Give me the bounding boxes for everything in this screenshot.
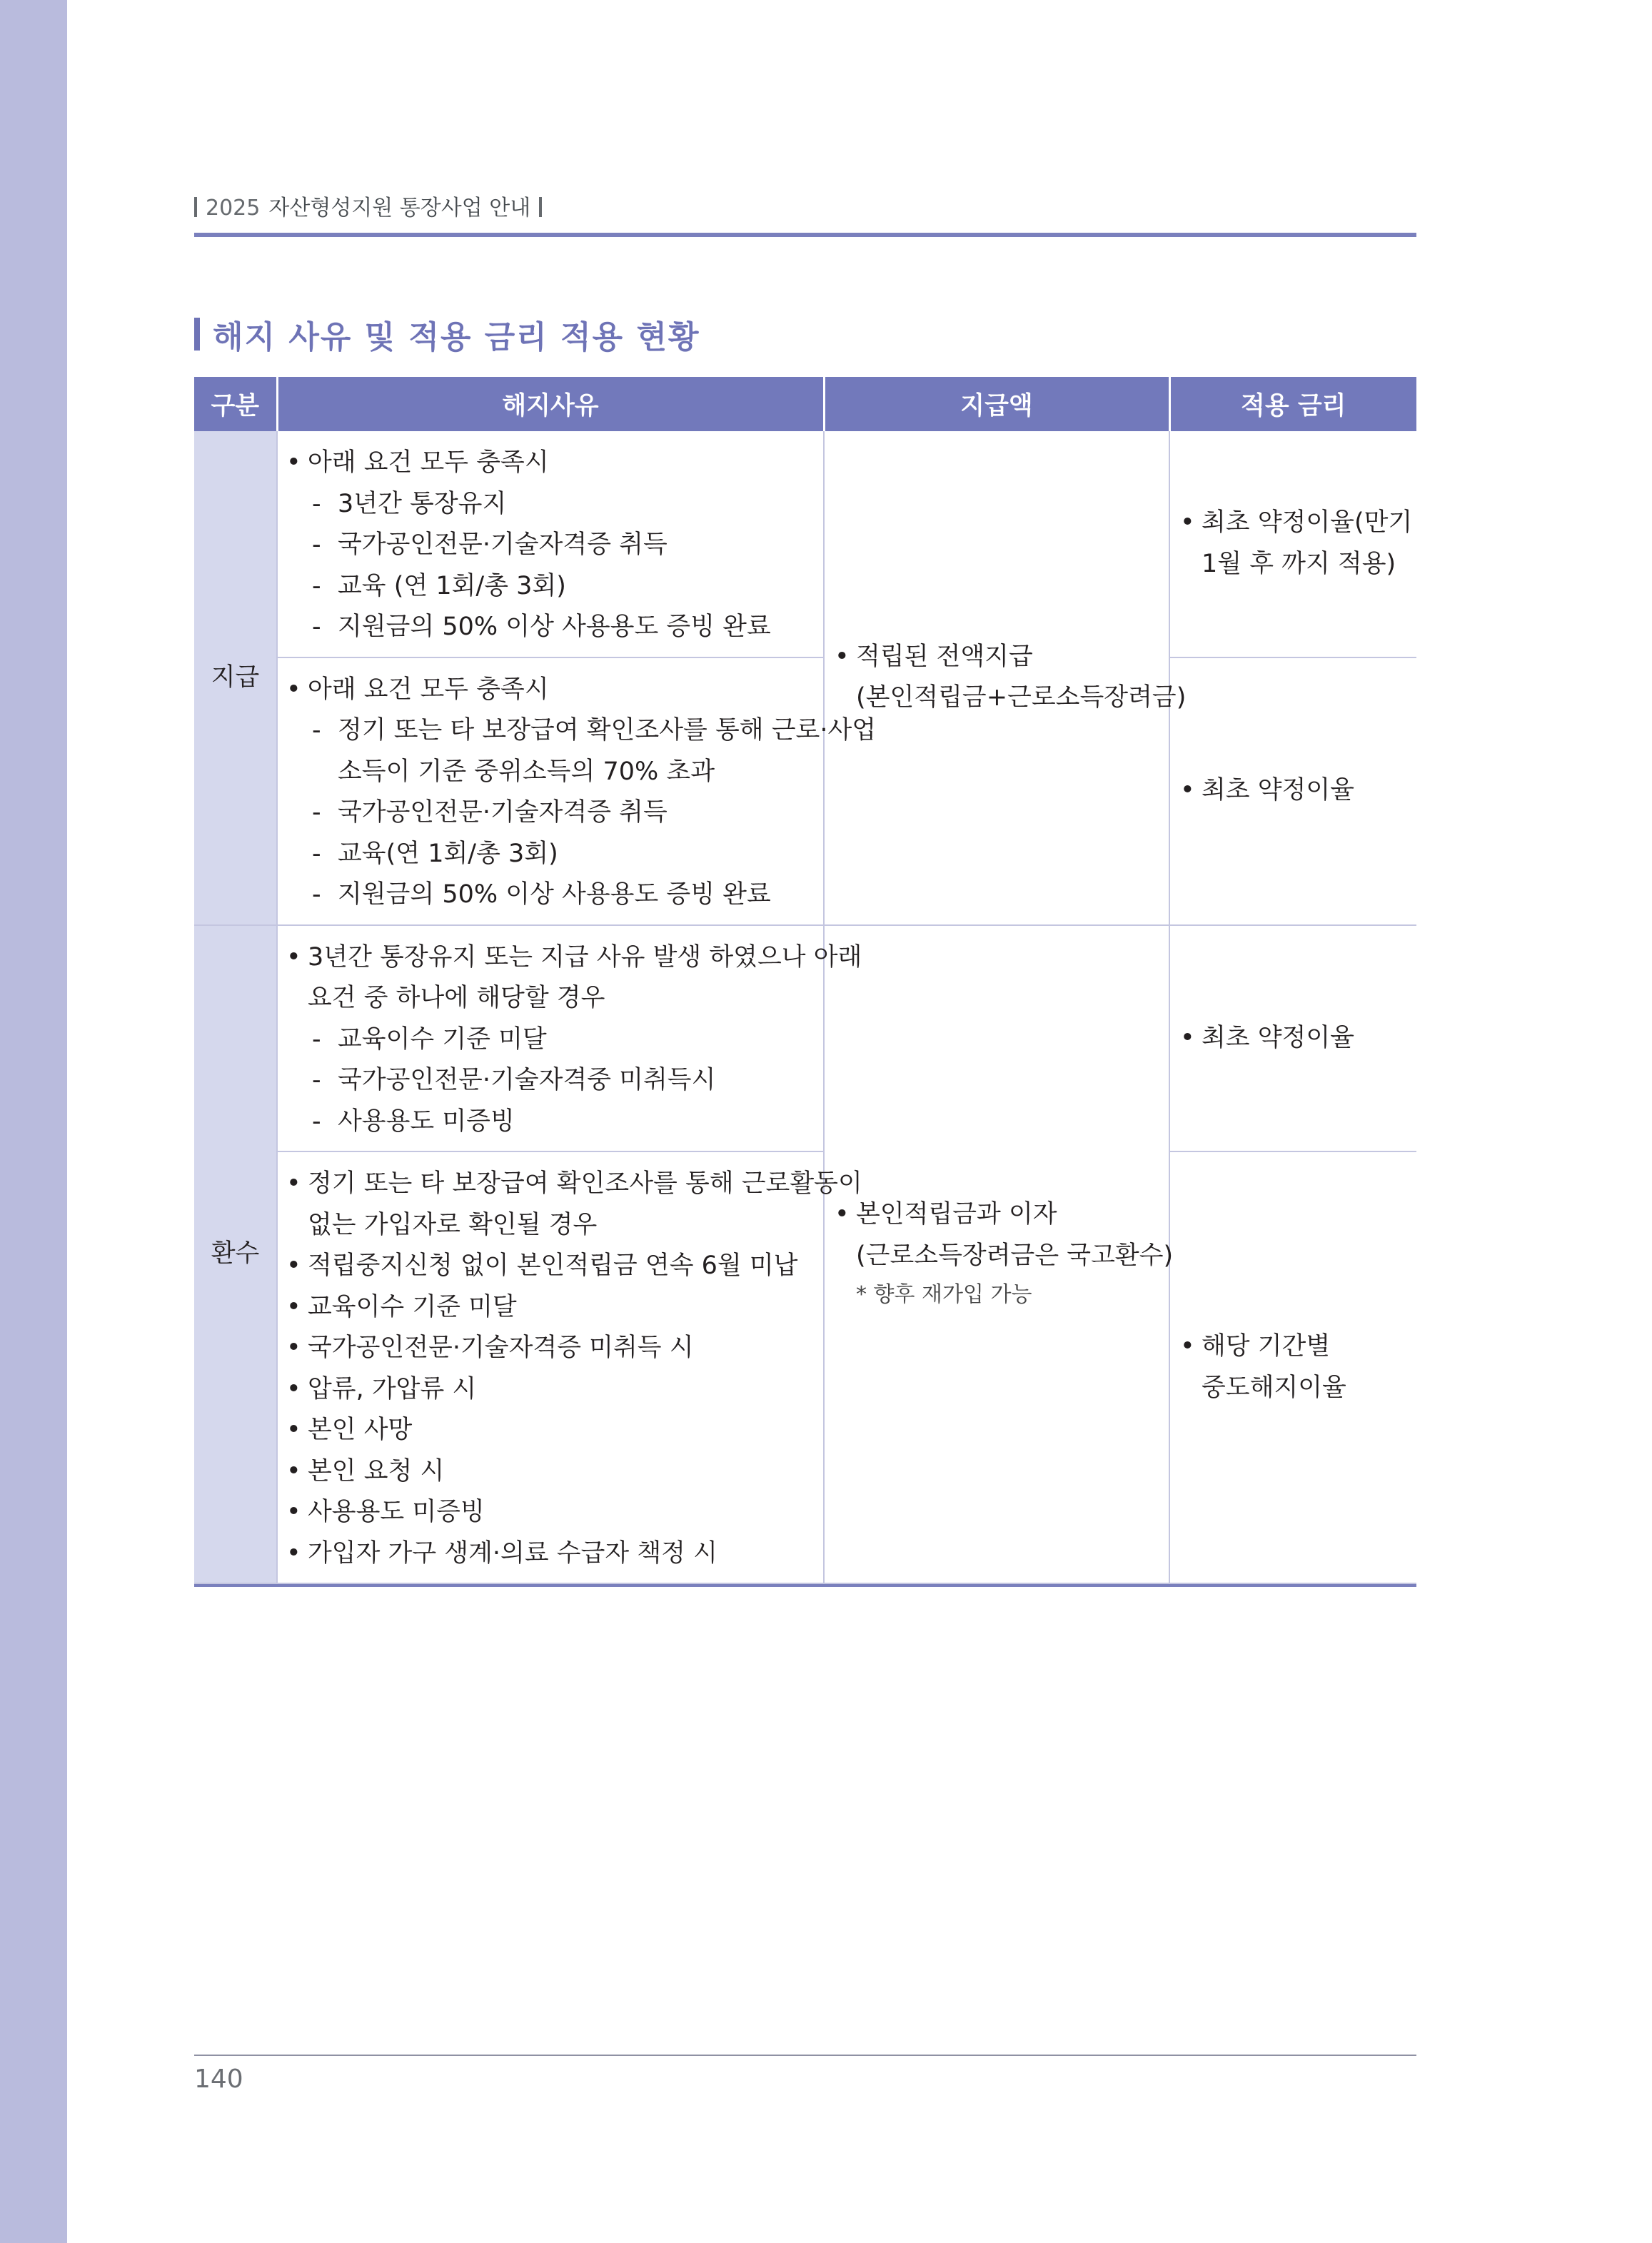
reason-dash: - 사용용도 미증빙 [286,1102,817,1143]
amount-bullet: • 적립된 전액지급 [835,637,1162,678]
reason-bullet: • 3년간 통장유지 또는 지급 사유 발생 하였으나 아래 [286,937,817,979]
reason-bullet: • 가입자 가구 생계·의료 수급자 책정 시 [286,1533,817,1575]
rate-bullet: • 최초 약정이율(만기 [1180,503,1411,544]
reason-dash: - 지원금의 50% 이상 사용용도 증빙 완료 [286,874,817,916]
reason-dash: - 지원금의 50% 이상 사용용도 증빙 완료 [286,607,817,648]
category-cell: 지급 [194,431,277,925]
side-color-band [0,0,67,2243]
reason-cell [277,1151,862,1583]
reason-dash: - 국가공인전문·기술자격중 미취득시 [286,1060,817,1102]
amount-detail: (근로소득장려금은 국고환수) [856,1241,1174,1270]
reason-dash: - 교육 (연 1회/총 3회) [286,566,817,608]
reason-bullet: • 본인 사망 [286,1410,817,1451]
column-header: 해지사유 [277,377,824,431]
header-divider-bar [539,197,542,217]
column-header: 구분 [194,377,277,431]
amount-cell [824,431,1187,925]
section-heading [194,314,700,354]
page-number: 140 [194,2065,243,2094]
reason-bullet-continued: 요건 중 하나에 해당할 경우 [308,984,605,1012]
reason-bullet: • 국가공인전문·기술자격증 미취득 시 [286,1328,817,1369]
rate-bullet: • 최초 약정이율 [1180,1018,1411,1059]
column-header: 지급액 [824,377,1169,431]
table-row [194,431,1416,657]
reason-bullet-continued: 없는 가입자로 확인될 경우 [308,1210,598,1239]
table-row [194,925,1416,1152]
reason-bullet: • 압류, 가압류 시 [286,1369,817,1411]
rate-detail: 1월 후 까지 적용) [1202,549,1396,578]
reason-cell [277,925,862,1152]
rate-cell [1169,1151,1416,1583]
reason-bullet: • 사용용도 미증빙 [286,1492,817,1533]
category-cell: 환수 [194,925,277,1584]
termination-table [194,377,1416,1587]
table-header-row [194,377,1416,431]
heading-marker [194,318,200,351]
section-title: 해지 사유 및 적용 금리 적용 현황 [213,319,700,356]
rate-bullet: • 해당 기간별 [1180,1326,1411,1368]
amount-note: * 향후 재가입 가능 [856,1282,1032,1308]
table-row [194,657,1416,925]
reason-dash: - 교육(연 1회/총 3회) [286,834,817,875]
reason-bullet: • 교육이수 기준 미달 [286,1287,817,1329]
column-header: 적용 금리 [1169,377,1416,431]
rate-bullet: • 최초 약정이율 [1180,770,1411,812]
reason-cell [277,657,877,925]
rate-cell [1169,431,1416,657]
rate-cell [1169,657,1416,925]
reason-bullet: • 아래 요건 모두 충족시 [286,443,817,484]
reason-bullet: • 정기 또는 타 보장급여 확인조사를 통해 근로활동이 [286,1164,817,1205]
reason-dash: - 정기 또는 타 보장급여 확인조사를 통해 근로·사업 [286,710,817,752]
reason-dash: - 국가공인전문·기술자격증 취득 [286,792,817,834]
table [194,377,1416,1584]
header-year: 2025 [206,196,261,221]
running-header [194,190,542,221]
reason-dash: - 국가공인전문·기술자격증 취득 [286,525,817,566]
rate-detail: 중도해지이율 [1202,1373,1346,1402]
reason-bullet: • 본인 요청 시 [286,1451,817,1493]
reason-bullet: • 적립중지신청 없이 본인적립금 연속 6월 미납 [286,1246,817,1287]
header-rule [194,233,1416,237]
reason-cell [277,431,824,657]
reason-dash: - 교육이수 기준 미달 [286,1019,817,1061]
table-bottom-rule [194,1584,1416,1587]
header-title: 자산형성지원 통장사업 안내 [268,196,531,221]
header-divider-bar [194,197,197,217]
table-row [194,1151,1416,1583]
rate-cell [1169,925,1416,1152]
amount-detail: (본인적립금+근로소득장려금) [856,683,1187,712]
reason-bullet: • 아래 요건 모두 충족시 [286,670,817,711]
reason-dash: - 3년간 통장유지 [286,484,817,525]
amount-bullet: • 본인적립금과 이자 [835,1194,1162,1236]
amount-cell [824,925,1174,1584]
footer-rule [194,2055,1416,2056]
reason-dash-continued: 소득이 기준 중위소득의 70% 초과 [338,757,715,786]
